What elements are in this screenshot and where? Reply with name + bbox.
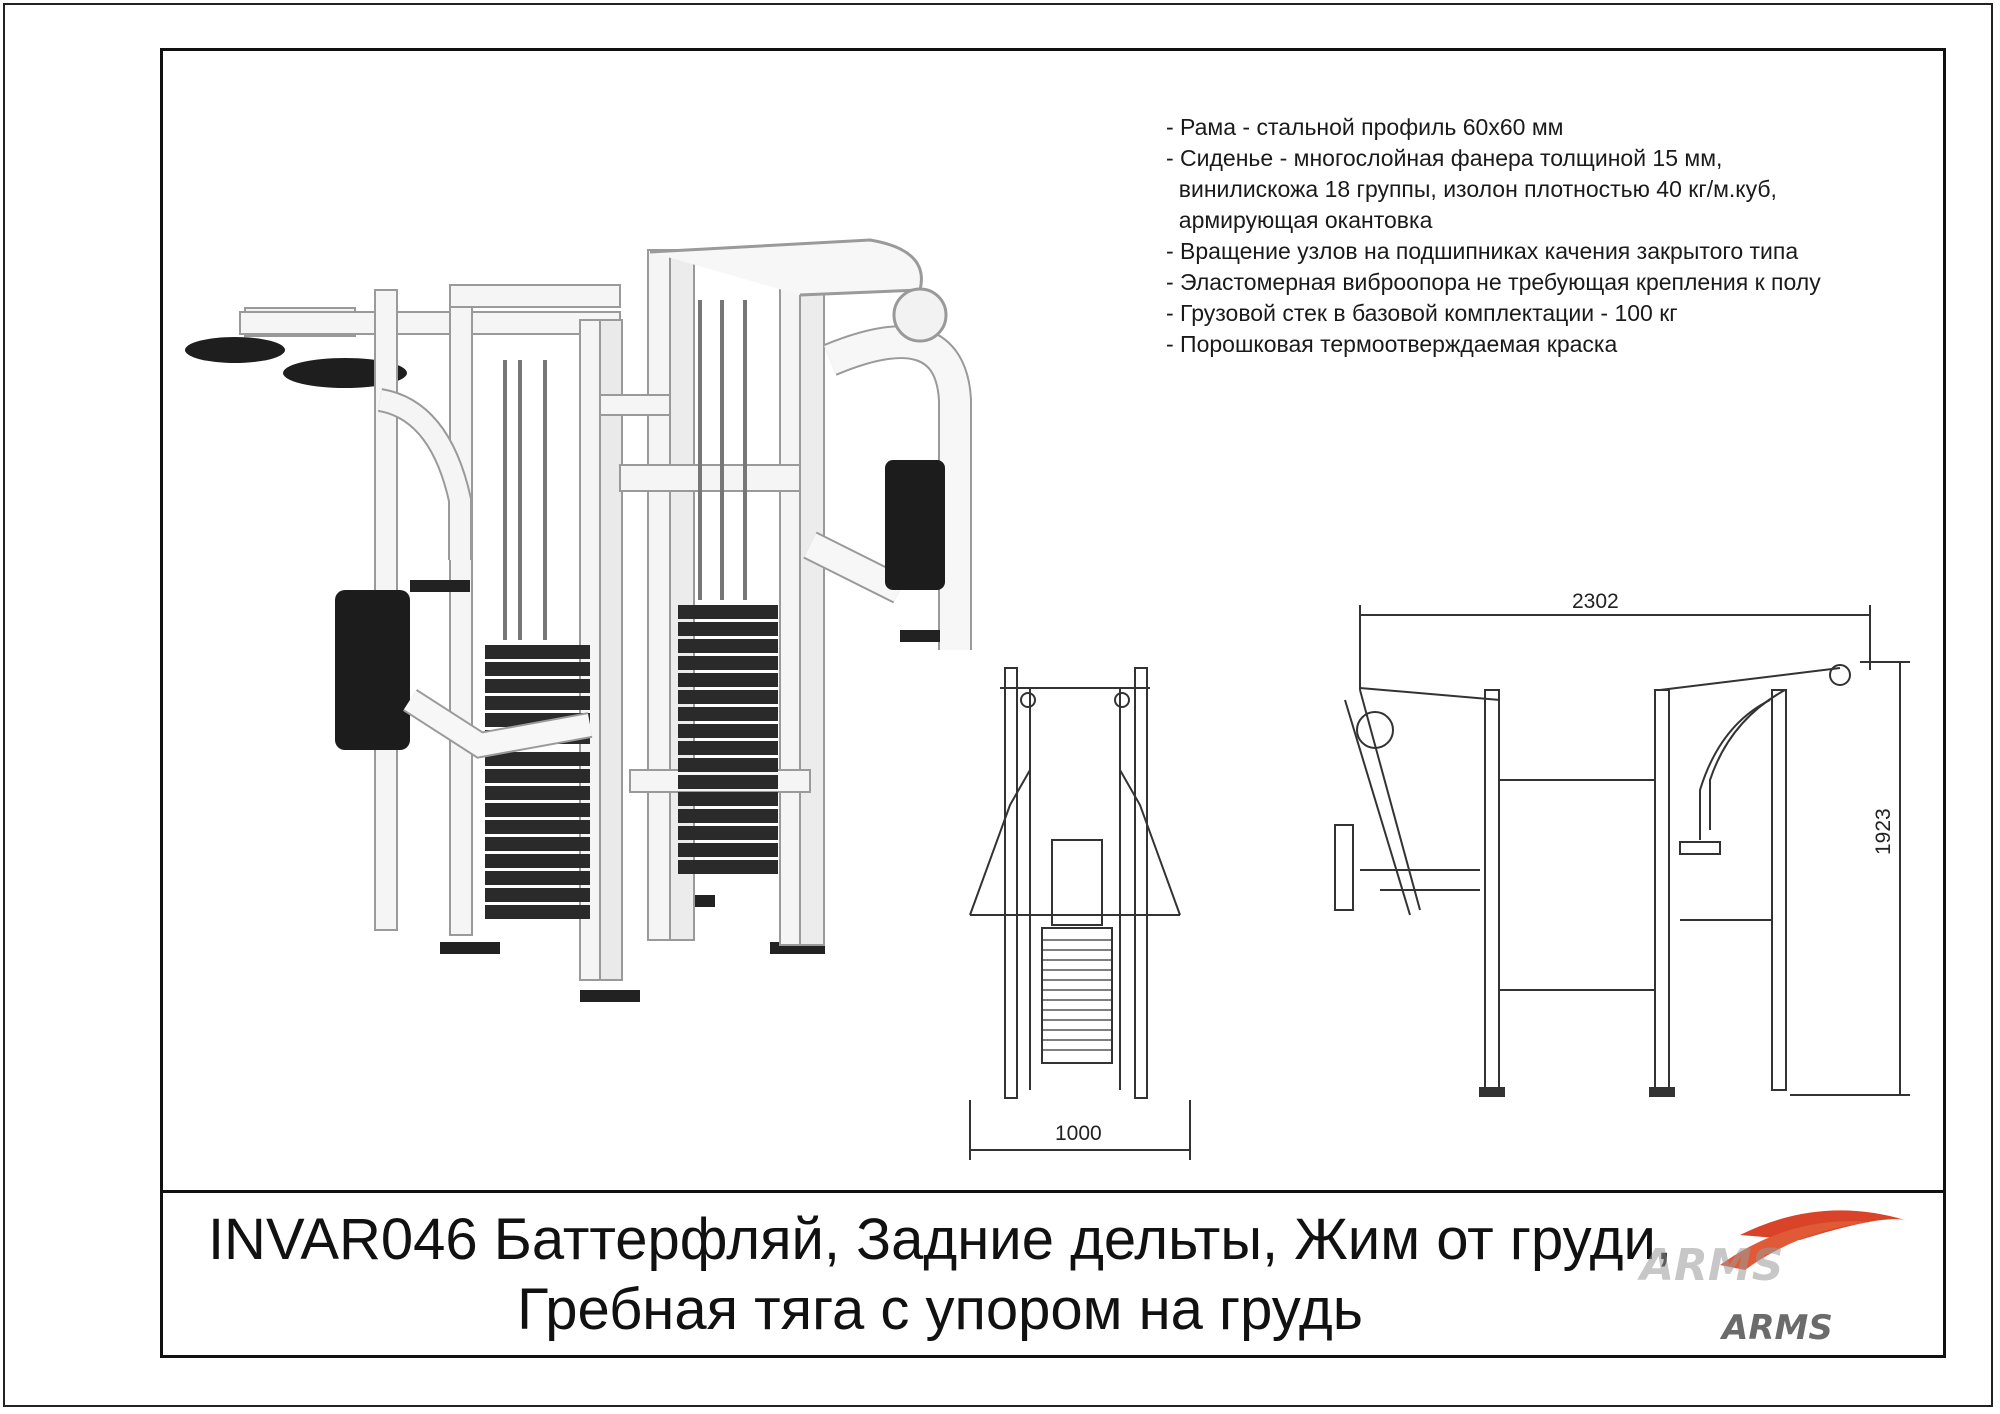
- title-line-1: INVAR046 Баттерфляй, Задние дельты, Жим от груди,: [207, 1207, 1673, 1272]
- spec-list: [1166, 112, 1926, 360]
- dimension-width: 1000: [1055, 1122, 1102, 1145]
- product-title: [200, 1205, 1680, 1345]
- spec-item: - Рама - стальной профиль 60х60 мм: [1166, 114, 1564, 140]
- spec-item: - Порошковая термоотверждаемая краска: [1166, 331, 1618, 357]
- logo-text: ARMS: [1722, 1308, 1833, 1348]
- dimension-height: 1923: [1872, 808, 1895, 855]
- side-view-drawing: [1335, 605, 1910, 1096]
- spec-item: - Грузовой стек в базовой комплектации - 100 кг: [1166, 300, 1678, 326]
- spec-item: - Сиденье - многослойная фанера толщиной 15 мм,: [1166, 145, 1723, 171]
- title-line-2: Гребная тяга с упором на грудь: [517, 1277, 1363, 1342]
- machine-illustration: [185, 240, 955, 1002]
- front-view-drawing: [970, 668, 1190, 1160]
- spec-item: - Вращение узлов на подшипниках качения закрытого типа: [1166, 238, 1799, 264]
- spec-item: - Эластомерная виброопора не требующая крепления к полу: [1166, 269, 1821, 295]
- logo-watermark: ARMS: [1640, 1240, 1784, 1291]
- spec-item: армирующая окантовка: [1166, 207, 1433, 233]
- spec-item: винилискожа 18 группы, изолон плотностью 40 кг/м.куб,: [1166, 176, 1777, 202]
- dimension-length: 2302: [1572, 590, 1619, 613]
